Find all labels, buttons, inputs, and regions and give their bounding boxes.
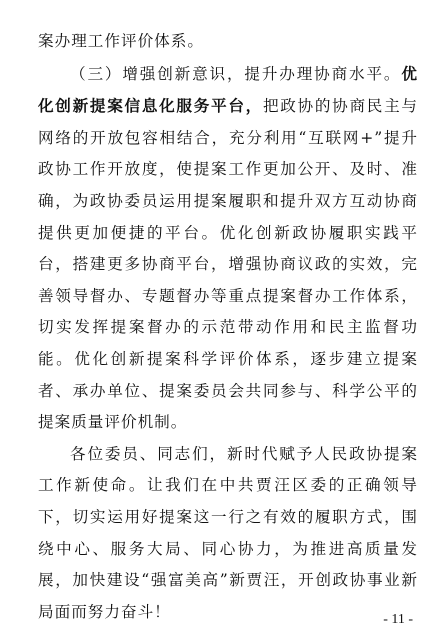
section-lead-sentence: 优化创新提案信息化服务平台， <box>38 63 418 116</box>
paragraph-continuation: 案办理工作评价体系。 <box>38 32 204 50</box>
document-body <box>38 26 418 628</box>
section-heading: （三）增强创新意识，提升办理协商水平。 <box>70 64 402 83</box>
paragraph-section-three <box>38 58 418 439</box>
paragraph-closing: 各位委员、同志们，新时代赋予人民政协提案工作新使命。让我们在中共贾汪区委的正确领导下，切实运用好提案这一行之有效的履职方式，围绕中心、服务大局、同心协力，为推进高质量发展，加快建设“强富美高”新贾汪，开创政协事业新局面而努力奋斗！ <box>38 444 418 621</box>
section-body-text: 把政协的协商民主与网络的开放包容相结合，充分利用“互联网+”提升政协工作开放度，使提案工作更加公开、及时、准确，为政协委员运用提案履职和提升双方互动协商提供更加便捷的平台。优化创新政协履职实践平台，搭建更多协商平台，增强协商议政的实效，完善领导督办、专题督办等重点提案督办工作体系，切实发挥提案督办的示范带动作用和民主监督功能。优化创新提案科学评价体系，逐步建立提案者、承办单位、提案委员会共同参与、科学公平的提案质量评价机制。 <box>38 97 418 432</box>
page-number: - 11 - <box>383 612 413 627</box>
